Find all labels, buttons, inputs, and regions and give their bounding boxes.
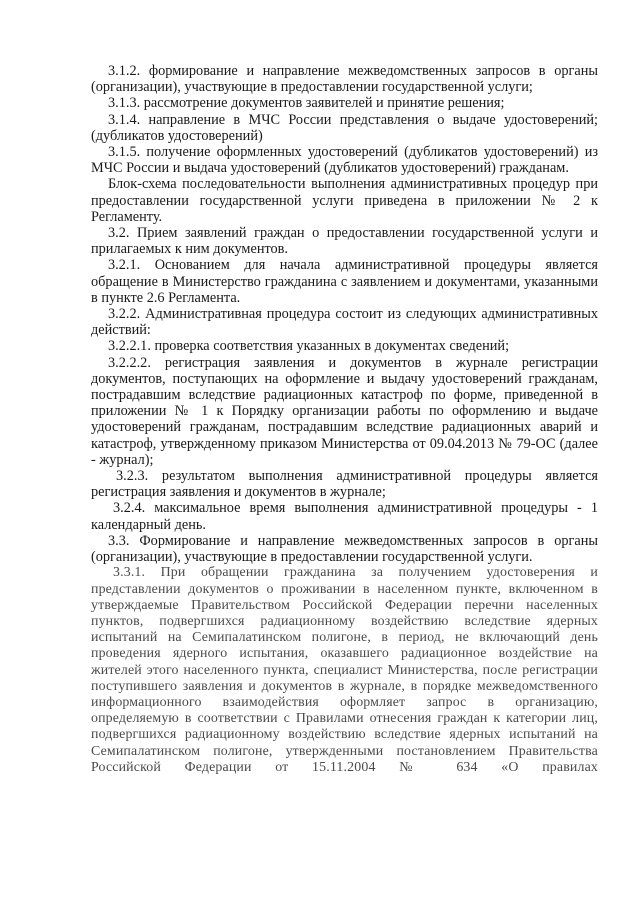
- paragraph-3-3-1: 3.3.1. При обращении гражданина за получением удостоверения и представлении документов о проживании в населенном пункте, включенном в утверждаемые Правительством Российской Федерации перечни населенных пунктов, подвергшихся радиационному воздействию вследствие ядерных испытаний на Семипалатинском полигоне, в период, не включающий день проведения ядерного испытания, оказавшего радиационное воздействие на жителей этого населенного пункта, специалист Министерства, после регистрации поступившего заявления и документов в журнале, в порядке межведомственного информационного взаимодействия оформляет запрос в организацию, определяемую в соответствии с Правилами отнесения граждан к категории лиц, подвергшихся радиационному воздействию вследствие ядерных испытаний на Семипалатинском полигоне, утвержденными постановлением Правительства Российской Федерации от 15.11.2004 № 634 «О правилах: [91, 565, 598, 775]
- paragraph-3-2-2-1: 3.2.2.1. проверка соответствия указанных в документах сведений;: [108, 338, 510, 355]
- paragraph-3-2-3: 3.2.3. результатом выполнения административной процедуры является регистрация заявления и документов в журнале;: [91, 468, 598, 501]
- paragraph-3-3: 3.3. Формирование и направление межведомственных запросов в органы (организации), участвующие в предоставлении государственной услуги.: [91, 532, 598, 566]
- paragraph-3-1-3: 3.1.3. рассмотрение документов заявителей и принятие решения;: [108, 95, 505, 112]
- paragraph-3-2-2-2: 3.2.2.2. регистрация заявления и документов в журнале регистрации документов, поступающих на оформление и выдачу удостоверений гражданам, пострадавшим вследствие радиационных катастроф по форме, приведенной в приложении № 1 к Порядку организации работы по оформлению и выдаче удостоверений гражданам, пострадавшим вследствие радиационных аварий и катастроф, утвержденному приказом Министерства от 09.04.2013 № 79-ОС (далее - журнал);: [91, 354, 598, 468]
- paragraph-block-scheme: Блок-схема последовательности выполнения административных процедур при предоставлении государственной услуги приведена в приложении № 2 к Регламенту.: [91, 176, 598, 225]
- paragraph-3-1-2: 3.1.2. формирование и направление межведомственных запросов в органы (организации), участвующие в предоставлении государственной услуги;: [91, 63, 598, 96]
- paragraph-3-2: 3.2. Прием заявлений граждан о предоставлении государственной услуги и прилагаемых к ним документов.: [91, 225, 598, 258]
- paragraph-3-2-1: 3.2.1. Основанием для начала административной процедуры является обращение в Министерство гражданина с заявлением и документами, указанными в пункте 2.6 Регламента.: [91, 257, 598, 306]
- paragraph-3-1-5: 3.1.5. получение оформленных удостоверений (дубликатов удостоверений) из МЧС России и выдача удостоверений (дубликатов удостоверений) гражданам.: [91, 144, 598, 177]
- paragraph-3-1-4: 3.1.4. направление в МЧС России представления о выдаче удостоверений; (дубликатов удостоверений): [91, 111, 598, 144]
- paragraph-3-2-4: 3.2.4. максимальное время выполнения административной процедуры - 1 календарный день.: [91, 500, 598, 533]
- document-page: [91, 63, 598, 776]
- paragraph-3-2-2: 3.2.2. Административная процедура состоит из следующих административных действий:: [91, 306, 598, 339]
